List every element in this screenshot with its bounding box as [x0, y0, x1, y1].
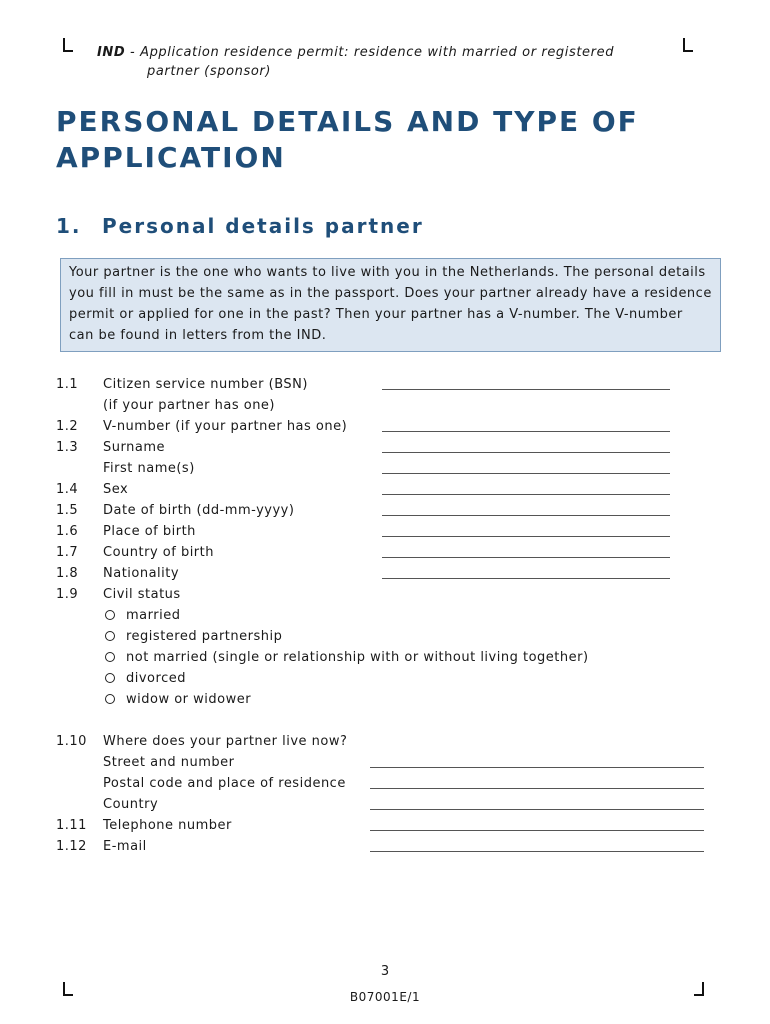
field-label: Country [103, 797, 159, 812]
field-label: E-mail [103, 839, 147, 854]
radio-circle-icon[interactable] [105, 631, 115, 641]
field-number: 1.3 [56, 440, 79, 455]
field-label: Surname [103, 440, 165, 455]
header-line-2: partner (sponsor) [147, 64, 272, 79]
v-number-answer-line[interactable] [382, 431, 670, 432]
page-title-line-2: APPLICATION [56, 141, 286, 174]
field-number: 1.10 [56, 734, 87, 749]
field-label: First name(s) [103, 461, 195, 476]
field-number: 1.8 [56, 566, 79, 581]
date-of-birth-answer-line[interactable] [382, 515, 670, 516]
header-org: IND [97, 45, 126, 60]
field-number: 1.9 [56, 587, 79, 602]
section-heading [56, 214, 424, 238]
radio-circle-icon[interactable] [105, 694, 115, 704]
field-label: Street and number [103, 755, 235, 770]
form-code: B07001E/1 [349, 990, 421, 1004]
option-label: widow or widower [126, 692, 252, 707]
field-label: V-number (if your partner has one) [103, 419, 348, 434]
field-number: 1.5 [56, 503, 79, 518]
field-number: 1.6 [56, 524, 79, 539]
field-number: 1.4 [56, 482, 79, 497]
field-label: Citizen service number (BSN) [103, 377, 308, 392]
section-title: Personal details partner [102, 214, 424, 238]
postal-code-answer-line[interactable] [370, 788, 704, 789]
option-label: not married (single or relationship with or without living together) [126, 650, 589, 665]
field-label: (if your partner has one) [103, 398, 276, 413]
place-of-birth-answer-line[interactable] [382, 536, 670, 537]
field-number: 1.2 [56, 419, 79, 434]
field-label: Civil status [103, 587, 181, 602]
surname-answer-line[interactable] [382, 452, 670, 453]
field-number: 1.1 [56, 377, 79, 392]
field-label: Telephone number [103, 818, 232, 833]
bsn-answer-line[interactable] [382, 389, 670, 390]
info-box: Your partner is the one who wants to live with you in the Netherlands. The personal details you fill in must be the same as in the passport. Does your partner already have a residence permit or applied for one in the past? Then your partner has a V-number. The V-number can be found in letters from the IND. [60, 258, 721, 352]
field-label: Nationality [103, 566, 180, 581]
document-header [97, 43, 657, 81]
email-answer-line[interactable] [370, 851, 704, 852]
option-label: registered partnership [126, 629, 283, 644]
nationality-answer-line[interactable] [382, 578, 670, 579]
header-line-1: Application residence permit: residence with married or registered [140, 45, 615, 60]
section-number: 1. [56, 214, 82, 238]
radio-circle-icon[interactable] [105, 610, 115, 620]
page-title-line-1: PERSONAL DETAILS AND TYPE OF [56, 105, 639, 138]
option-label: divorced [126, 671, 186, 686]
field-number: 1.7 [56, 545, 79, 560]
option-label: married [126, 608, 181, 623]
telephone-answer-line[interactable] [370, 830, 704, 831]
country-of-birth-answer-line[interactable] [382, 557, 670, 558]
field-number: 1.11 [56, 818, 87, 833]
field-label: Where does your partner live now? [103, 734, 348, 749]
field-label: Date of birth (dd-mm-yyyy) [103, 503, 295, 518]
field-number: 1.12 [56, 839, 87, 854]
header-separator: - [125, 45, 141, 60]
page-title [56, 104, 639, 176]
field-label: Postal code and place of residence [103, 776, 346, 791]
first-names-answer-line[interactable] [382, 473, 670, 474]
street-answer-line[interactable] [370, 767, 704, 768]
sex-answer-line[interactable] [382, 494, 670, 495]
page-number: 3 [380, 964, 390, 979]
field-label: Place of birth [103, 524, 196, 539]
crop-mark-top-right [683, 38, 693, 52]
country-answer-line[interactable] [370, 809, 704, 810]
radio-circle-icon[interactable] [105, 652, 115, 662]
radio-circle-icon[interactable] [105, 673, 115, 683]
field-label: Sex [103, 482, 129, 497]
field-label: Country of birth [103, 545, 214, 560]
crop-mark-top-left [63, 38, 73, 52]
